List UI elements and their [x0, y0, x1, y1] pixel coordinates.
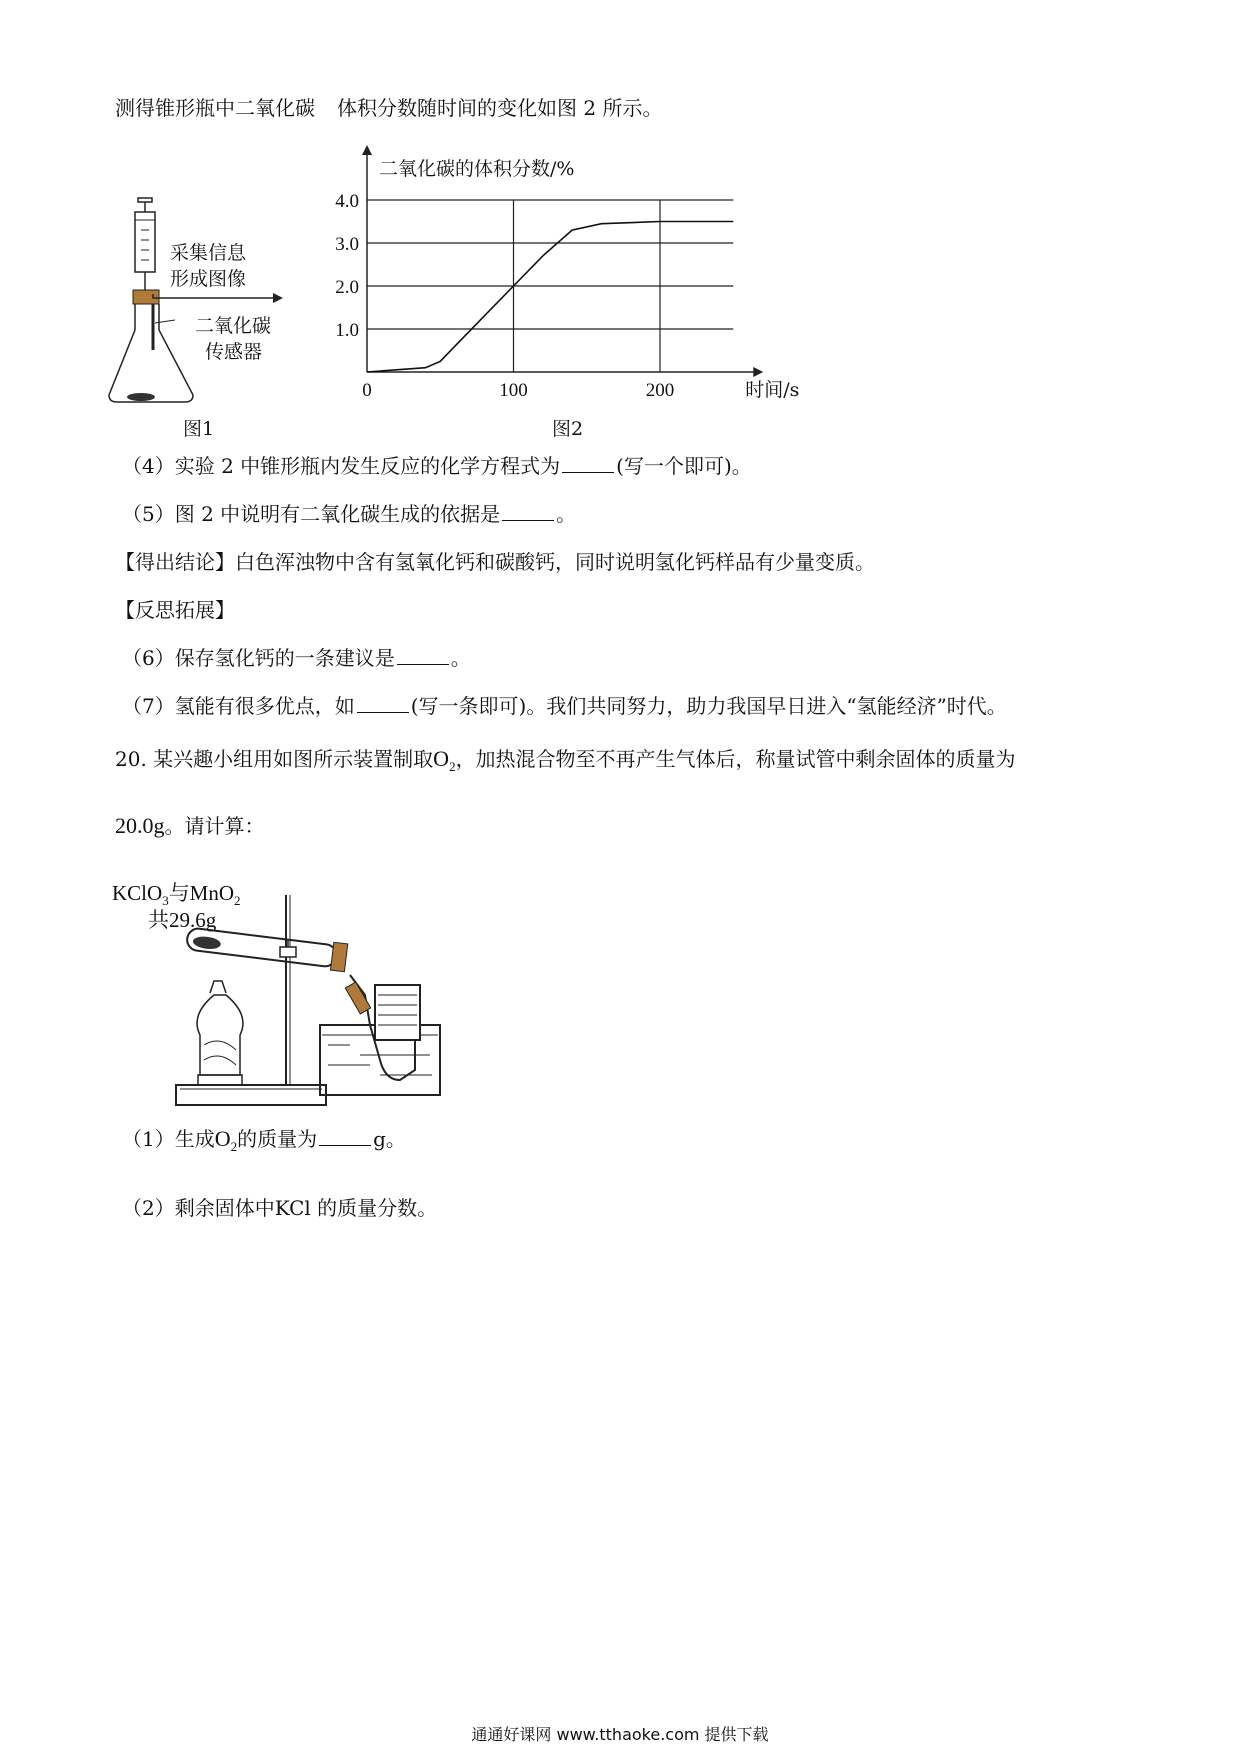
problem20-sub1	[122, 1125, 406, 1161]
question-4	[122, 452, 752, 480]
question-5	[122, 500, 576, 528]
heating-apparatus	[170, 885, 500, 1110]
y-tick-label: 3.0	[335, 234, 359, 255]
q6-text-a: （6）保存氢化钙的一条建议是	[122, 646, 395, 670]
x-axis-arrow	[753, 367, 763, 377]
mass-label: 共29.6g	[148, 908, 217, 932]
fig1-caption: 图1	[183, 418, 215, 440]
question-6	[122, 644, 471, 672]
intro-text-a: 测得锥形瓶中二氧化碳	[115, 96, 315, 120]
x-axis-label: 时间/s	[745, 379, 800, 401]
intro-text-b: 体积分数随时间的变化如图 2 所示。	[337, 96, 663, 120]
conclusion: 【得出结论】白色浑浊物中含有氢氧化钙和碳酸钙，同时说明氢化钙样品有少量变质。	[115, 550, 875, 574]
q4-text-b: (写一个即可)。	[616, 454, 752, 478]
q7-blank[interactable]	[357, 694, 409, 713]
series-line-co2	[367, 222, 733, 373]
p20-text-c: 。请计算：	[164, 814, 265, 838]
y-tick-label: 4.0	[335, 191, 359, 212]
q4-blank[interactable]	[562, 454, 614, 473]
p20-text-a: 20. 某兴趣小组用如图所示装置制取	[115, 747, 434, 771]
x-tick-label: 0	[362, 380, 372, 401]
y-axis-label: 二氧化碳的体积分数/%	[379, 158, 575, 180]
sub1-text-a: （1）生成	[122, 1127, 215, 1151]
intro-line	[115, 94, 662, 122]
sub1-text-c: g。	[373, 1127, 406, 1151]
sub1-text-b: 的质量为	[237, 1127, 318, 1151]
footer: 通通好课网 www.tthaoke.com 提供下载	[471, 1725, 769, 1744]
p20-text-b: ，加热混合物至不再产生气体后，称量试管中剩余固体的质量为	[455, 747, 1016, 771]
q7-text-a: （7）氢能有很多优点，如	[122, 694, 355, 718]
reflect-heading: 【反思拓展】	[115, 598, 235, 622]
q5-text-a: （5）图 2 中说明有二氧化碳生成的依据是	[122, 502, 501, 526]
q5-blank[interactable]	[502, 502, 554, 521]
fig1-sensor-label-2: 传感器	[205, 341, 263, 363]
x-tick-label: 200	[645, 380, 675, 401]
q6-text-b: 。	[450, 646, 471, 670]
p20-mass: 20.0g	[115, 813, 165, 838]
figure2-chart	[325, 140, 800, 415]
figure1-apparatus	[105, 190, 315, 415]
problem20-line2	[115, 812, 265, 840]
y-tick-label: 1.0	[335, 320, 359, 341]
sub1-blank[interactable]	[319, 1127, 371, 1146]
q4-text-a: （4）实验 2 中锥形瓶内发生反应的化学方程式为	[122, 454, 561, 478]
y-tick-label: 2.0	[335, 277, 359, 298]
x-tick-label: 100	[499, 380, 528, 401]
o2-formula: $O_2$	[433, 746, 456, 774]
q7-text-b: (写一条即可)。我们共同努力，助力我国早日进入“氢能经济”时代。	[410, 694, 1007, 718]
q5-text-b: 。	[556, 502, 577, 526]
o2-formula-2: $O_2$	[214, 1126, 238, 1154]
question-7	[122, 692, 1007, 720]
fig2-caption: 图2	[552, 418, 584, 440]
y-axis-arrow	[362, 145, 372, 155]
fig1-info-label-1: 采集信息	[170, 242, 247, 264]
fig1-sensor-label-1: 二氧化碳	[195, 315, 272, 337]
kclo3-label: KClO$_3$与MnO$_2$	[112, 881, 241, 908]
fig1-info-label-2: 形成图像	[170, 268, 247, 290]
problem20-line1	[115, 745, 1016, 781]
q6-blank[interactable]	[397, 646, 449, 665]
problem20-sub2: （2）剩余固体中KCl 的质量分数。	[122, 1196, 438, 1220]
